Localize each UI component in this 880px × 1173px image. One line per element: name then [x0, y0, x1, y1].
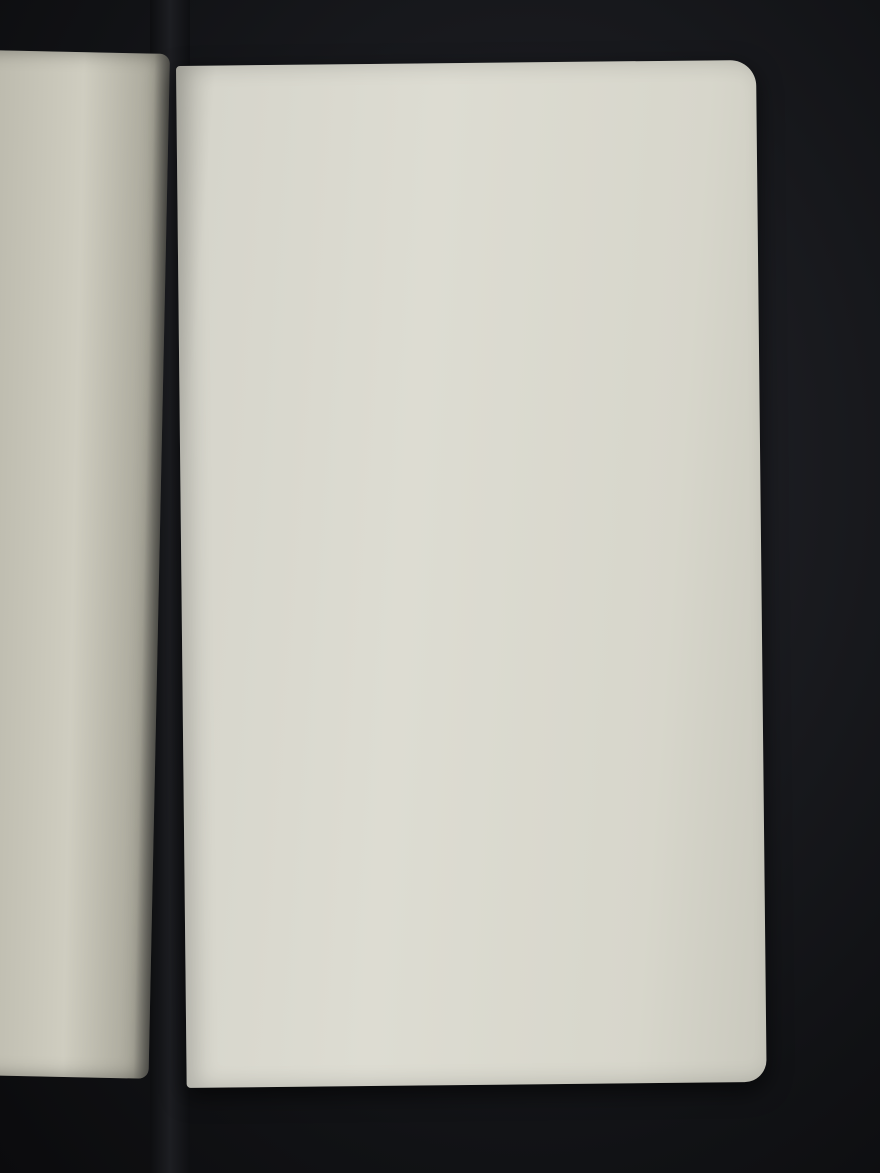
- left-page-word-list: [0, 50, 170, 54]
- left-page: [0, 50, 170, 1079]
- right-page: [176, 60, 767, 1088]
- dictionary-entries: [176, 60, 756, 66]
- left-page-lines: [0, 50, 170, 54]
